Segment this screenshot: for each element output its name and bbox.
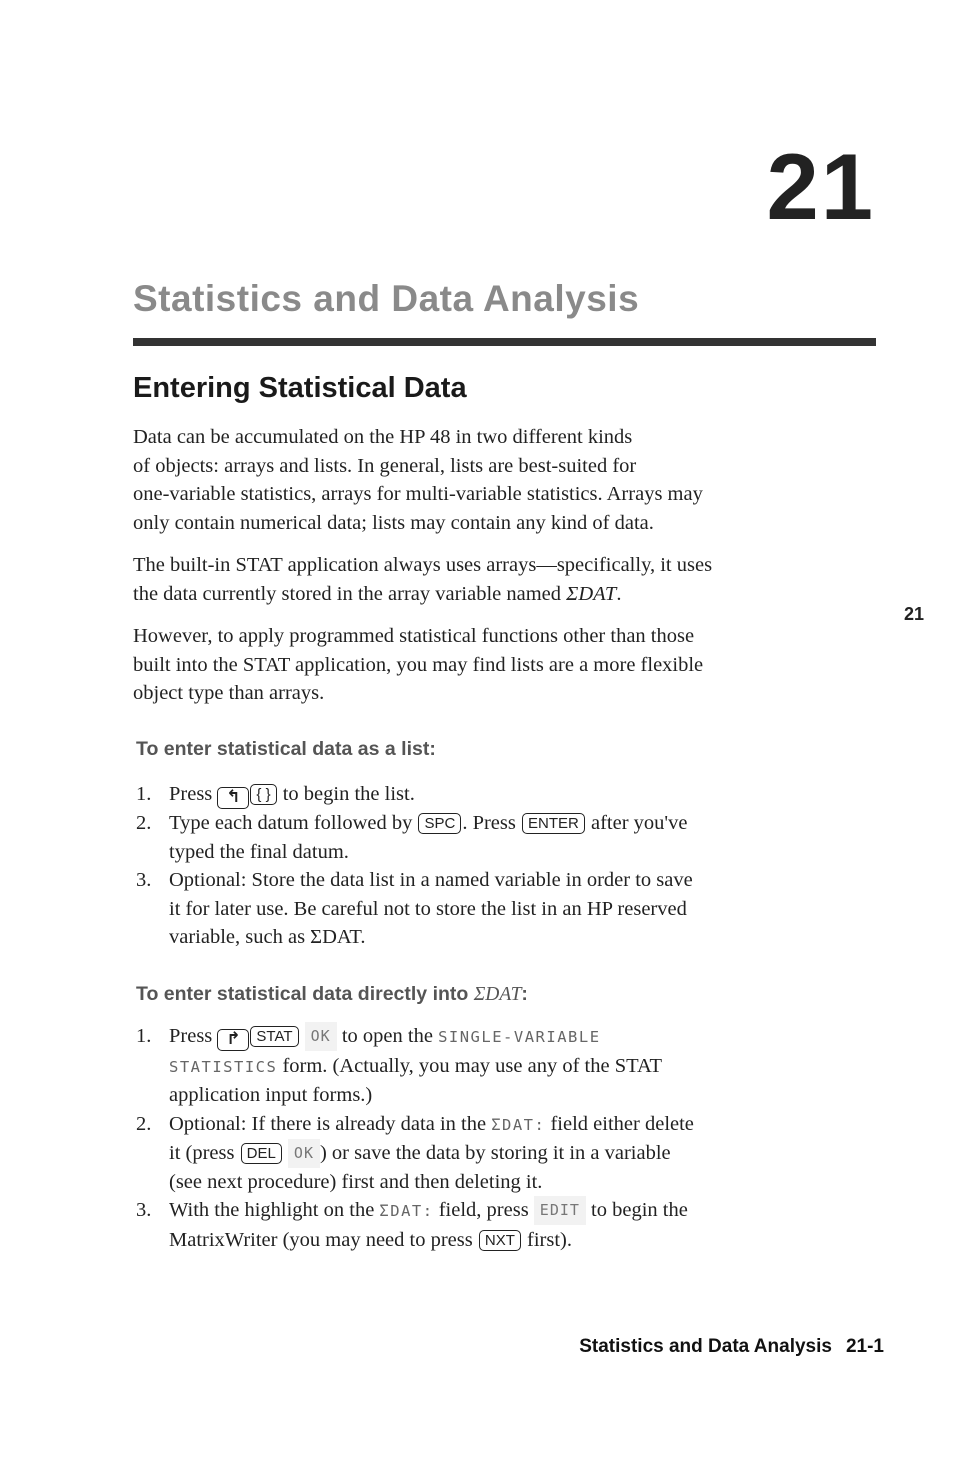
text-span: (see next procedure) first and then deleting it.	[169, 1170, 543, 1193]
text-span: field, press	[433, 1199, 534, 1221]
page-footer	[579, 1336, 884, 1358]
step-number: 2.	[136, 812, 152, 834]
text-span: to open the	[336, 1025, 439, 1047]
right-shift-key-icon: ↱	[217, 1029, 249, 1051]
ok-menu-key: OK	[288, 1139, 320, 1168]
procedure-heading-list: To enter statistical data as a list:	[136, 738, 436, 760]
sigmadat-field-lcd: ΣDAT:	[491, 1115, 546, 1134]
text-span: With the highlight on the	[169, 1199, 380, 1221]
left-shift-key-icon: ↰	[217, 787, 249, 809]
text-line: built into the STAT application, you may find lists are a more flexible	[133, 653, 704, 676]
stat-app-paragraph	[133, 551, 873, 608]
text-span: to begin the list.	[277, 783, 415, 805]
braces-key: { }	[250, 784, 276, 805]
text-span: Optional: Store the data list in a named variable in order to save	[169, 869, 693, 891]
text-span: variable, such as ΣDAT.	[169, 926, 366, 948]
procedure-heading-sigmadat	[136, 983, 528, 1006]
text-span: first).	[521, 1228, 572, 1251]
text-span: Press	[169, 783, 218, 805]
text-span: Press	[169, 1025, 218, 1047]
procedure-step	[136, 809, 876, 866]
ok-menu-key: OK	[305, 1022, 337, 1051]
form-name-lcd: SINGLE-VARIABLE	[438, 1028, 601, 1046]
enter-key: ENTER	[522, 813, 585, 834]
step-number: 2.	[136, 1112, 152, 1135]
text-line: one-variable statistics, arrays for multi-variable statistics. Arrays may	[133, 483, 703, 505]
procedure-sigmadat-steps	[136, 1022, 876, 1254]
page-number: 21-1	[845, 1336, 884, 1357]
sigma-dat-variable: ΣDAT	[473, 984, 522, 1005]
procedure-step	[136, 1196, 876, 1254]
stat-key: STAT	[250, 1026, 298, 1047]
text-line: Data can be accumulated on the HP 48 in two different kinds	[133, 426, 633, 448]
spc-key: SPC	[418, 813, 461, 834]
text-span: Optional: If there is already data in the	[169, 1112, 492, 1135]
chapter-title: Statistics and Data Analysis	[133, 278, 640, 319]
text-line: only contain numerical data; lists may contain any kind of data.	[133, 511, 654, 534]
edit-menu-key: EDIT	[534, 1196, 586, 1225]
text-line: object type than arrays.	[133, 682, 325, 704]
procedure-step	[136, 780, 876, 809]
text-span: after you've	[585, 812, 688, 834]
text-line: However, to apply programmed statistical functions other than those	[133, 625, 695, 647]
lists-paragraph	[133, 622, 873, 708]
step-number: 1.	[136, 783, 152, 805]
text-line: of objects: arrays and lists. In general, lists are best-suited for	[133, 454, 637, 477]
text-span: it for later use. Be careful not to store the list in an HP reserved	[169, 897, 687, 920]
title-rule	[133, 338, 876, 346]
sigma-dat-variable: ΣDAT	[566, 582, 617, 605]
text-span: Type each datum followed by	[169, 812, 418, 834]
step-number: 3.	[136, 1199, 152, 1221]
procedure-list-steps	[136, 780, 876, 952]
text-span: form. (Actually, you may use any of the STAT	[277, 1054, 663, 1077]
text-span: ) or save the data by storing it in a variable	[319, 1142, 671, 1164]
text-span: typed the final datum.	[169, 840, 349, 863]
procedure-step	[136, 1022, 876, 1110]
chapter-side-tab: 21	[904, 604, 925, 624]
text-span: MatrixWriter (you may need to press	[169, 1228, 478, 1251]
text-span: to begin the	[585, 1199, 688, 1221]
step-number: 1.	[136, 1025, 152, 1047]
text-span: .	[616, 582, 622, 605]
step-number: 3.	[136, 869, 152, 891]
text-span: . Press	[462, 812, 521, 834]
sigmadat-field-lcd: ΣDAT:	[379, 1202, 434, 1220]
procedure-step	[136, 866, 876, 952]
footer-title: Statistics and Data Analysis	[579, 1336, 832, 1357]
text-span: To enter statistical data directly into	[136, 983, 474, 1005]
section-heading: Entering Statistical Data	[133, 372, 467, 404]
nxt-key: NXT	[479, 1230, 521, 1251]
chapter-number: 21	[766, 134, 875, 239]
text-span: :	[521, 983, 528, 1005]
text-span: field either delete	[545, 1112, 694, 1135]
text-span: the data currently stored in the array variable named	[133, 582, 567, 605]
procedure-step	[136, 1110, 876, 1197]
form-name-lcd: STATISTICS	[169, 1057, 278, 1076]
del-key: DEL	[241, 1143, 282, 1164]
intro-paragraph	[133, 423, 873, 537]
text-span: it (press	[169, 1142, 240, 1164]
text-span: application input forms.)	[169, 1084, 373, 1106]
text-line: The built-in STAT application always uses arrays—specifically, it uses	[133, 554, 713, 576]
text-line	[133, 580, 873, 609]
